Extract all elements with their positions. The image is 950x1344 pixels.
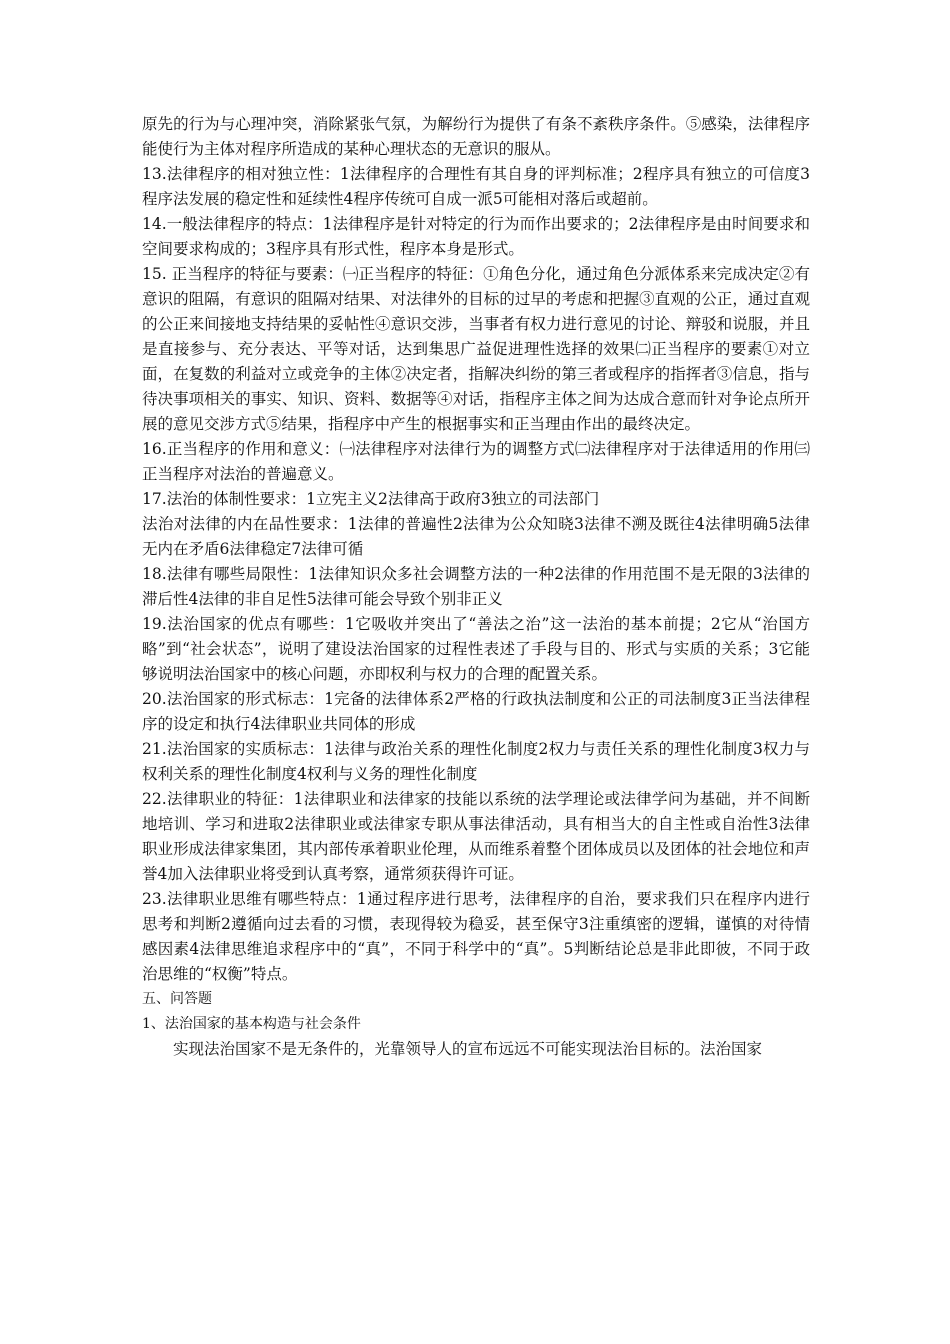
paragraph-18: 18.法律有哪些局限性：1法律知识众多社会调整方法的一种2法律的作用范围不是无限的3法律的滞后性4法律的非自足性5法律可能会导致个别非正义 (142, 565, 810, 608)
paragraph-17-continued: 法治对法律的内在品性要求：1法律的普遍性2法律为公众知晓3法律不溯及既往4法律明确5法律无内在矛盾6法律稳定7法律可循 (142, 515, 810, 558)
paragraph-13: 13.法律程序的相对独立性：1法律程序的合理性有其自身的评判标准；2程序具有独立的可信度3程序法发展的稳定性和延续性4程序传统可自成一派5可能相对落后或超前。 (142, 165, 810, 208)
paragraph-17: 17.法治的体制性要求：1立宪主义2法律高于政府3独立的司法部门 (142, 490, 600, 508)
paragraph-15: 15. 正当程序的特征与要素：㈠正当程序的特征：①角色分化，通过角色分派体系来完成决定②有意识的阻隔，有意识的阻隔对结果、对法律外的目标的过早的考虑和把握③直观的公正，通过直观的公正来间接地支持结果的妥帖性④意识交涉，当事者有权力进行意见的讨论、辩驳和说服，并且是直接参与、充分表达、平等对话，达到集思广益促进理性选择的效果㈡正当程序的要素①对立面，在复数的利益对立或竞争的主体②决定者，指解决纠纷的第三者或程序的指挥者③信息，指与待决事项相关的事实、知识、资料、数据等④对话，指程序主体之间为达成合意而针对争论点所开展的意见交涉方式⑤结果，指程序中产生的根据事实和正当理由作出的最终决定。 (142, 265, 810, 433)
question-title: 1、法治国家的基本构造与社会条件 (142, 1016, 361, 1032)
paragraph-20: 20.法治国家的形式标志：1完备的法律体系2严格的行政执法制度和公正的司法制度3正当法律程序的设定和执行4法律职业共同体的形成 (142, 690, 810, 733)
paragraph-23: 23.法律职业思维有哪些特点：1通过程序进行思考，法律程序的自治，要求我们只在程序内进行思考和判断2遵循向过去看的习惯，表现得较为稳妥，甚至保守3注重缜密的逻辑，谨慎的对待情感因素4法律思维追求程序中的“真”，不同于科学中的“真”。5判断结论总是非此即彼，不同于政治思维的“权衡”特点。 (142, 890, 810, 983)
paragraph-intro: 原先的行为与心理冲突，消除紧张气氛，为解纷行为提供了有条不紊秩序条件。⑤感染，法律程序能使行为主体对程序所造成的某种心理状态的无意识的服从。 (142, 115, 810, 158)
paragraph-answer: 实现法治国家不是无条件的，光靠领导人的宣布远远不可能实现法治目标的。法治国家 (173, 1040, 763, 1058)
paragraph-22: 22.法律职业的特征：1法律职业和法律家的技能以系统的法学理论或法律学问为基础，并不间断地培训、学习和进取2法律职业或法律家专职从事法律活动，具有相当大的自主性或自治性3法律职业形成法律家集团，其内部传承着职业伦理，从而维系着整个团体成员以及团体的社会地位和声誉4加入法律职业将受到认真考察，通常须获得许可证。 (142, 790, 810, 883)
paragraph-16: 16.正当程序的作用和意义：㈠法律程序对法律行为的调整方式㈡法律程序对于法律适用的作用㈢正当程序对法治的普遍意义。 (142, 440, 810, 483)
section-title: 五、问答题 (142, 991, 212, 1007)
paragraph-14: 14.一般法律程序的特点：1法律程序是针对特定的行为而作出要求的；2法律程序是由时间要求和空间要求构成的；3程序具有形式性，程序本身是形式。 (142, 215, 810, 258)
paragraph-21: 21.法治国家的实质标志：1法律与政治关系的理性化制度2权力与责任关系的理性化制度3权力与权利关系的理性化制度4权利与义务的理性化制度 (142, 740, 810, 783)
paragraph-19: 19.法治国家的优点有哪些：1它吸收并突出了“善法之治”这一法治的基本前提；2它从“治国方略”到“社会状态”，说明了建设法治国家的过程性表述了手段与目的、形式与实质的关系；3它能够说明法治国家中的核心问题，亦即权利与权力的合理的配置关系。 (142, 615, 810, 683)
